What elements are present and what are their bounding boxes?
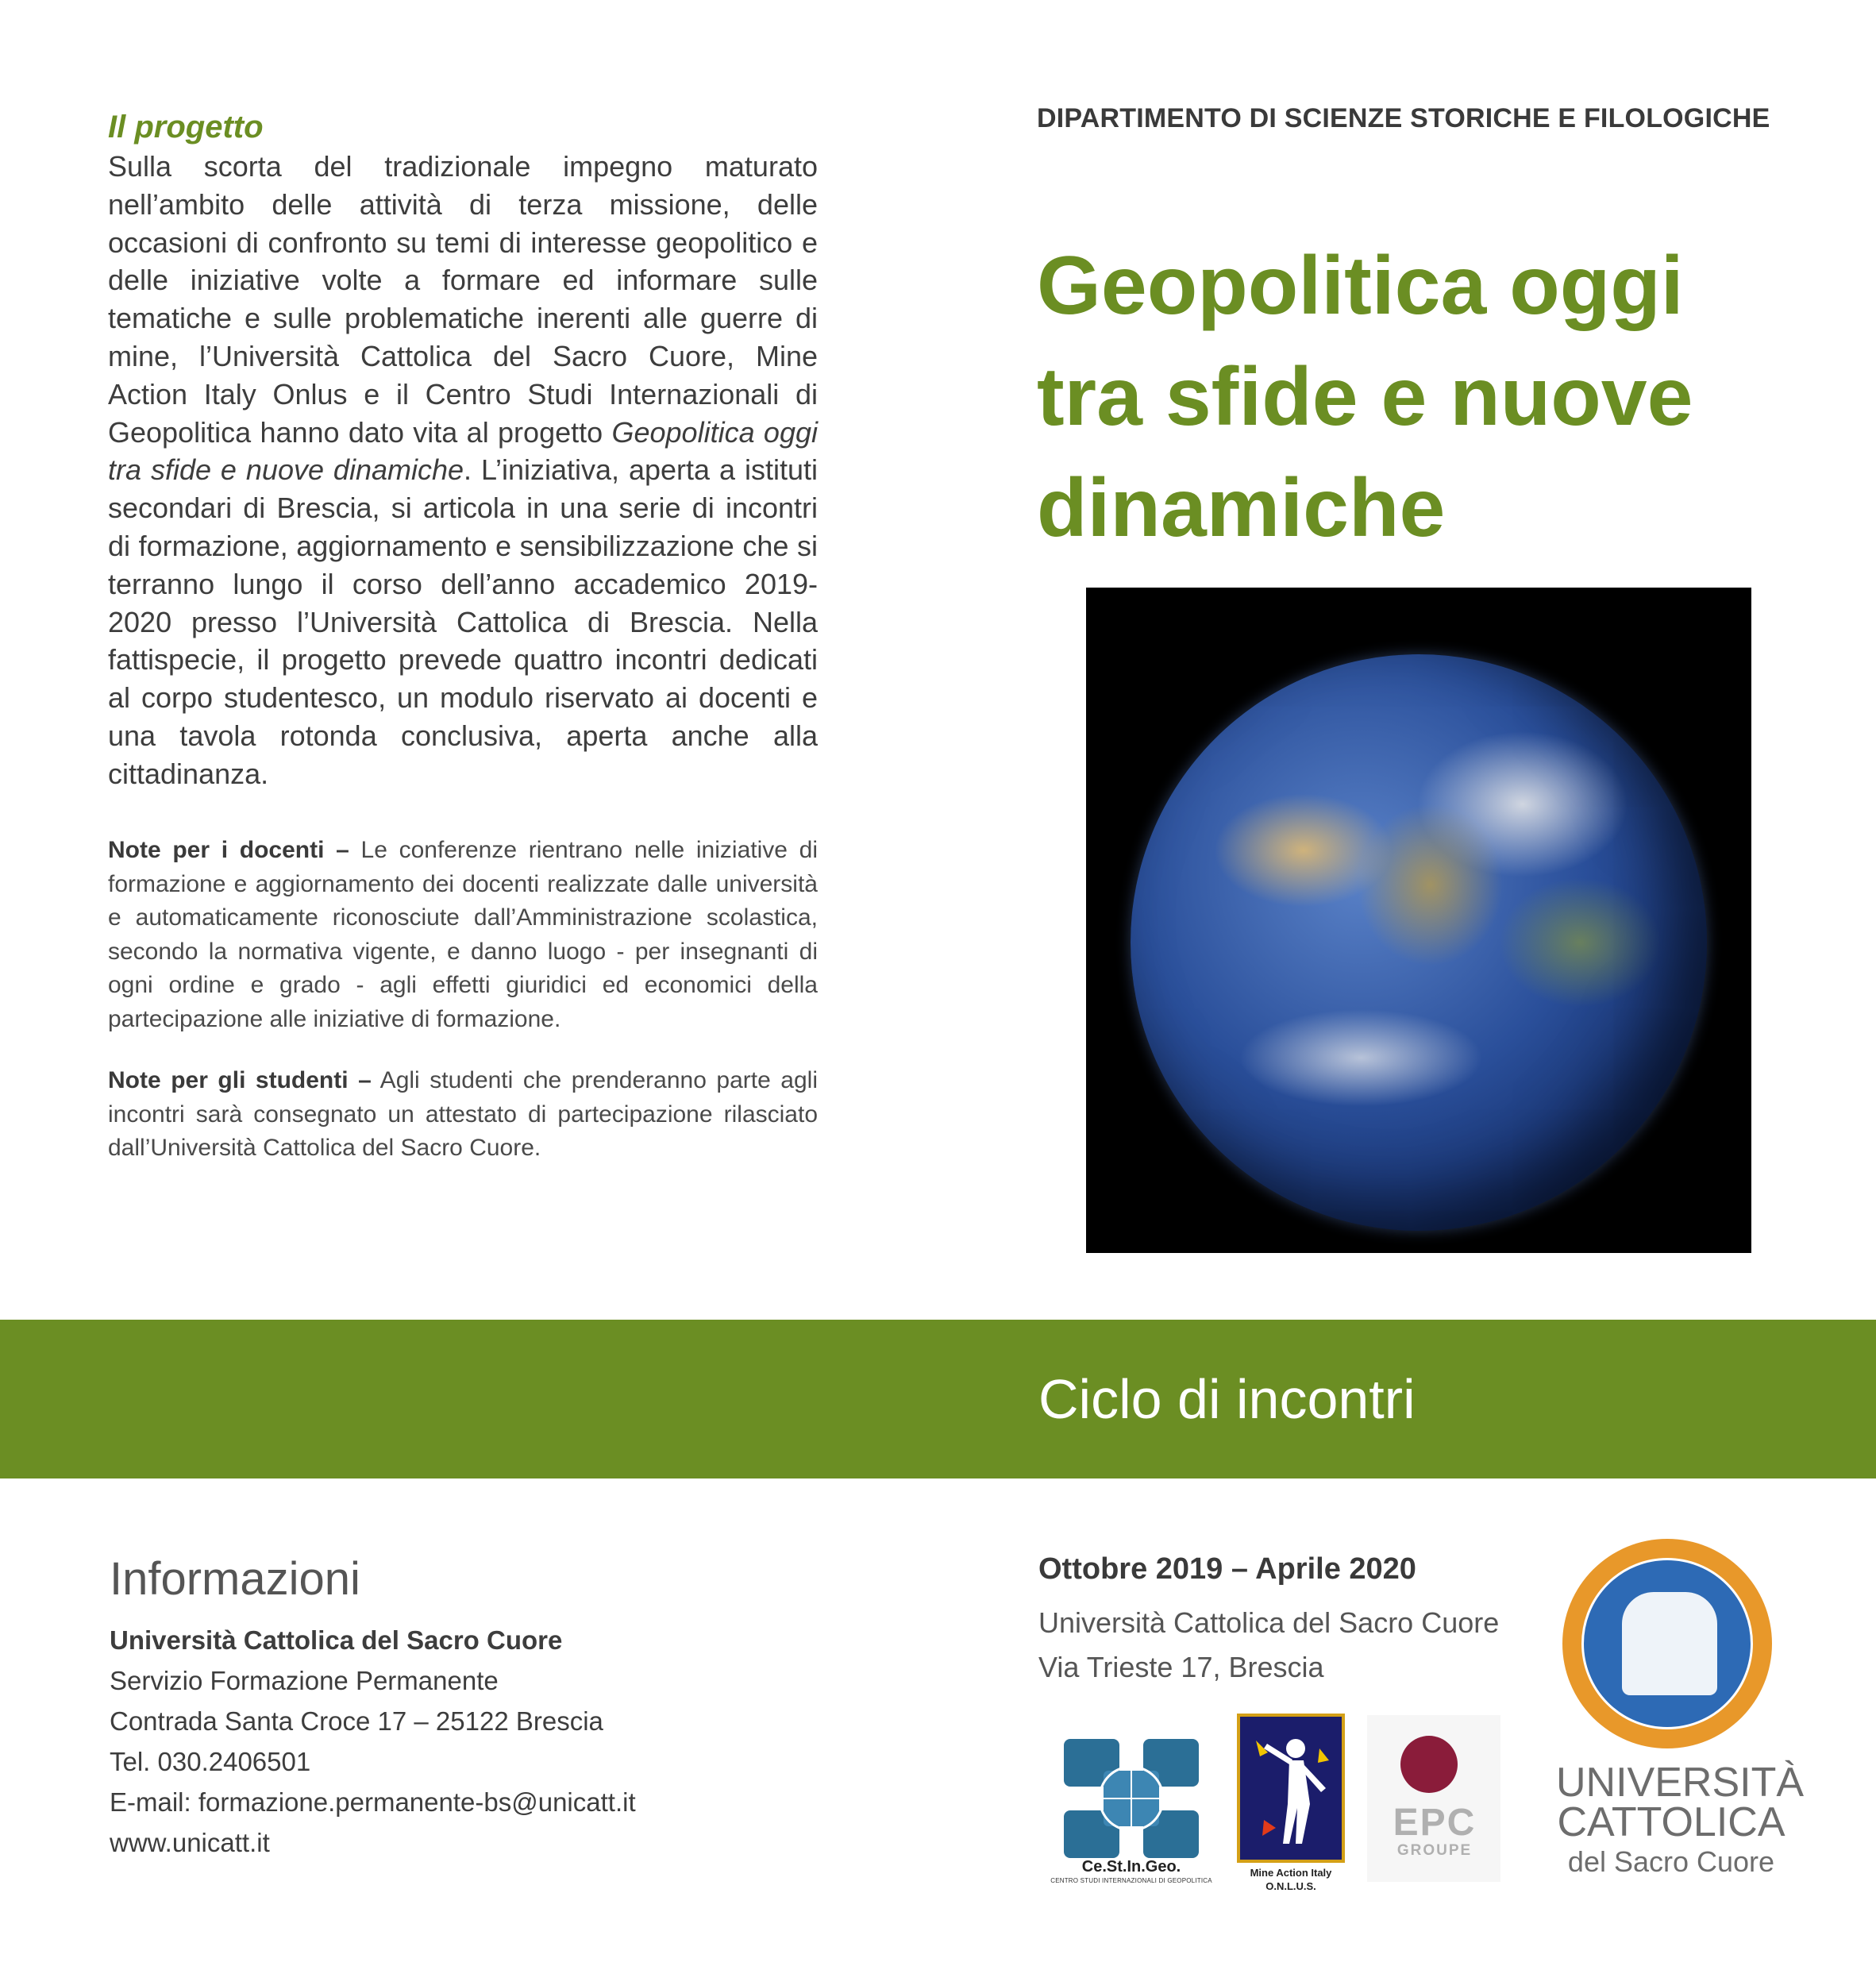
progetto-text-italic: Geopolitica oggi tra sfide e nuove dinamiche [108, 415, 818, 487]
info-address: Contrada Santa Croce 17 – 25122 Brescia [110, 1706, 603, 1736]
note-studenti-text: Agli studenti che prenderanno parte agli incontri sarà consegnato un attestato di partecipazione rilasciato dall’Università Cattolica del Sacro Cuore. [108, 1067, 819, 1161]
seal-inner [1581, 1558, 1753, 1729]
epc-name: EPC [1393, 1802, 1477, 1844]
progetto-heading: Il progetto [108, 110, 264, 145]
venue-line-2: Via Trieste 17, Brescia [1038, 1651, 1324, 1683]
cestingeo-name: Ce.St.In.Geo. [1081, 1858, 1181, 1876]
mine-action-line-1: Mine Action Italy [1250, 1867, 1332, 1879]
progetto-text-2: . L’iniziativa, aperta a istituti secondari di Brescia, si articola in una serie di incontri di formazione, aggiornamento e sensibilizzazione che si terranno lungo il corso dell’anno accademico 2019-2020 presso l’Università Cattolica di Brescia. Nella fattispecie, il progetto prevede quattro incontri dedicati al corpo studentesco, un modulo riservato ai docenti e una tavola rotonda conclusiva, aperta anche alla cittadinanza. [108, 453, 818, 790]
note-docenti-text: Le conferenze rientrano nelle iniziative di formazione e aggiornamento dei docenti realizzate dalle università e automaticamente riconosciute dall’Amministrazione scolastica, secondo la normativa vigente, e danno luogo - per insegnanti di ogni ordine e grado - agli effetti giuridici ed economici della partecipazione alle iniziative di formazione. [108, 837, 818, 1032]
title-line-2: tra sfide e nuove [1037, 351, 1693, 443]
note-studenti-label: Note per gli studenti – [108, 1067, 372, 1093]
cestingeo-subtitle: CENTRO STUDI INTERNAZIONALI DI GEOPOLITICA [1050, 1877, 1212, 1884]
earth-image [1086, 588, 1751, 1253]
info-email[interactable]: E-mail: formazione.permanente-bs@unicatt.it [110, 1787, 636, 1817]
info-title: Informazioni [110, 1553, 360, 1605]
earth-globe-icon [1131, 654, 1707, 1231]
info-service: Servizio Formazione Permanente [110, 1666, 499, 1695]
info-website-link[interactable]: www.unicatt.it [110, 1828, 270, 1857]
band-text: Ciclo di incontri [1038, 1368, 1416, 1430]
ucsc-wordmark [1556, 1760, 1805, 1845]
title-line-1: Geopolitica oggi [1037, 240, 1684, 332]
mine-action-line-2: O.N.L.U.S. [1265, 1880, 1316, 1892]
event-dates: Ottobre 2019 – Aprile 2020 [1038, 1552, 1416, 1586]
mine-action-logo-icon [1237, 1714, 1345, 1863]
title-line-3: dinamiche [1037, 462, 1446, 554]
event-venue [1038, 1601, 1499, 1690]
progetto-text-1: Sulla scorta del tradizionale impegno maturato nell’ambito delle attività di terza missione, delle occasioni di confronto su temi di interesse geopolitico e delle iniziative volte a formare ed informare sulle tematiche e sulle problematiche inerenti alle guerre di mine, l’Università Cattolica del Sacro Cuore, Mine Action Italy Onlus e il Centro Studi Internazionali di Geopolitica hanno dato vita al progetto [108, 150, 818, 449]
ucsc-line-1: UNIVERSITÀ [1556, 1760, 1805, 1806]
venue-line-1: Università Cattolica del Sacro Cuore [1038, 1606, 1500, 1639]
ucsc-subtitle: del Sacro Cuore [1567, 1845, 1775, 1878]
note-studenti [108, 1064, 818, 1166]
seal-figure-icon [1622, 1592, 1717, 1695]
department-heading: DIPARTIMENTO DI SCIENZE STORICHE E FILOLOGICHE [1037, 103, 1770, 133]
info-block [110, 1620, 636, 1863]
ucsc-line-2: CATTOLICA [1557, 1799, 1785, 1845]
page-title [1037, 230, 1831, 564]
epc-logo [1367, 1715, 1500, 1882]
green-band [0, 1320, 1876, 1478]
note-docenti-label: Note per i docenti – [108, 837, 349, 863]
epc-subtitle: GROUPE [1396, 1842, 1473, 1859]
mine-action-name [1227, 1866, 1355, 1893]
university-seal-icon [1562, 1539, 1772, 1748]
info-phone: Tel. 030.2406501 [110, 1747, 311, 1776]
epc-circle-icon [1400, 1736, 1458, 1793]
progetto-paragraph [108, 148, 818, 793]
note-docenti [108, 834, 818, 1036]
info-org: Università Cattolica del Sacro Cuore [110, 1625, 563, 1655]
